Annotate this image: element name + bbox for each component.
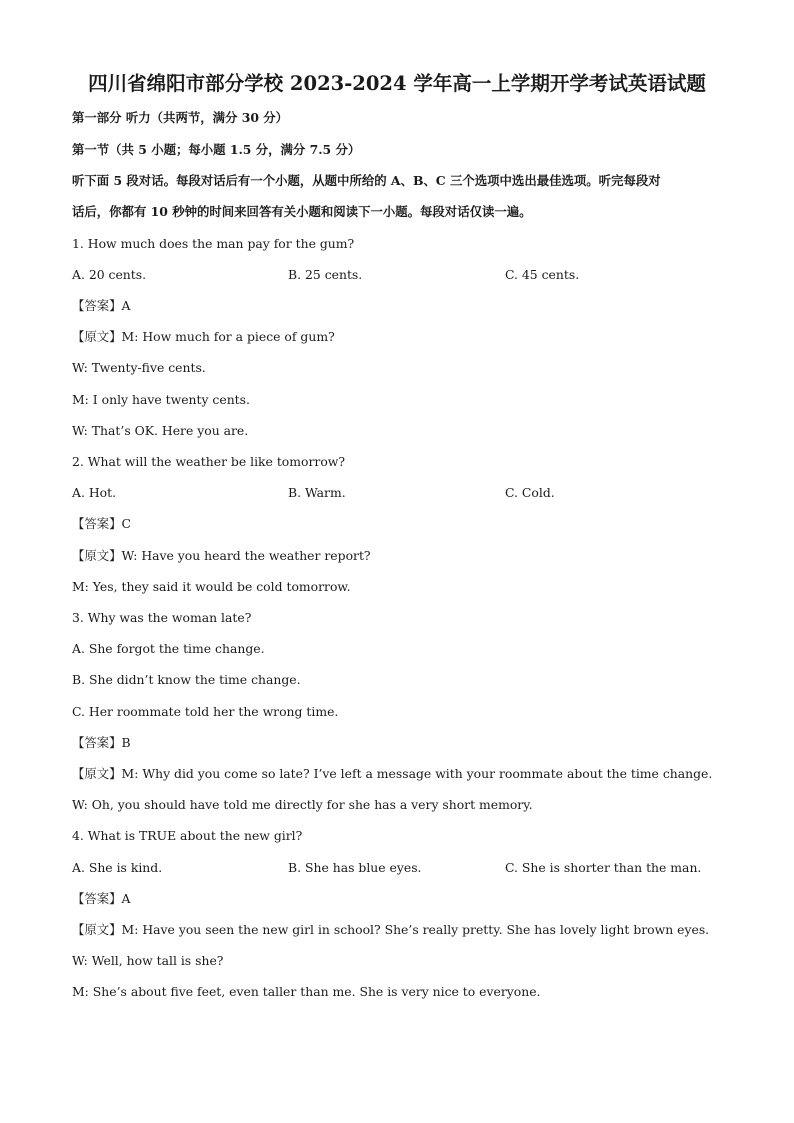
option-c: C. 45 cents. bbox=[505, 267, 580, 282]
option-b: B. Warm. bbox=[288, 485, 346, 500]
transcript-line: 【原文】W: Have you heard the weather report? bbox=[72, 548, 371, 563]
transcript-line: W: Well, how tall is she? bbox=[72, 953, 224, 968]
option-a: A. Hot. bbox=[72, 485, 117, 500]
transcript-line: W: Twenty-five cents. bbox=[72, 360, 206, 375]
section1-heading: 第一节（共 5 小题；每小题 1.5 分，满分 7.5 分） bbox=[72, 142, 361, 157]
option-b: B. 25 cents. bbox=[288, 267, 363, 282]
option-b: B. She didn’t know the time change. bbox=[72, 672, 301, 687]
document-title: 四川省绵阳市部分学校 2023-2024 学年高一上学期开学考试英语试题 bbox=[88, 72, 706, 95]
option-c: C. Cold. bbox=[505, 485, 555, 500]
answer-line: 【答案】B bbox=[72, 735, 131, 750]
question-stem: 1. How much does the man pay for the gum? bbox=[72, 236, 355, 251]
instructions-line-1: 听下面 5 段对话。每段对话后有一个小题，从题中所给的 A、B、C 三个选项中选出最佳选项。听完每段对 bbox=[72, 173, 661, 188]
transcript-line: M: She’s about five feet, even taller than me. She is very nice to everyone. bbox=[72, 984, 541, 999]
transcript-line: M: Yes, they said it would be cold tomorrow. bbox=[72, 579, 351, 594]
part1-heading: 第一部分 听力（共两节，满分 30 分） bbox=[72, 110, 289, 125]
option-b: B. She has blue eyes. bbox=[288, 860, 422, 875]
answer-line: 【答案】C bbox=[72, 516, 132, 531]
option-c: C. She is shorter than the man. bbox=[505, 860, 702, 875]
instructions-line-2: 话后，你都有 10 秒钟的时间来回答有关小题和阅读下一小题。每段对话仅读一遍。 bbox=[72, 204, 532, 219]
transcript-line: W: Oh, you should have told me directly for she has a very short memory. bbox=[72, 797, 533, 812]
option-a: A. She is kind. bbox=[72, 860, 163, 875]
question-stem: 4. What is TRUE about the new girl? bbox=[72, 828, 303, 843]
option-c: C. Her roommate told her the wrong time. bbox=[72, 704, 339, 719]
question-stem: 2. What will the weather be like tomorrow? bbox=[72, 454, 346, 469]
option-a: A. She forgot the time change. bbox=[72, 641, 265, 656]
answer-line: 【答案】A bbox=[72, 891, 131, 906]
transcript-line: M: I only have twenty cents. bbox=[72, 392, 250, 407]
answer-line: 【答案】A bbox=[72, 298, 131, 313]
transcript-line: W: That’s OK. Here you are. bbox=[72, 423, 249, 438]
transcript-line: 【原文】M: How much for a piece of gum? bbox=[72, 329, 335, 344]
transcript-line: 【原文】M: Why did you come so late? I’ve left a message with your roommate about the time change. bbox=[72, 766, 713, 781]
question-stem: 3. Why was the woman late? bbox=[72, 610, 252, 625]
option-a: A. 20 cents. bbox=[72, 267, 147, 282]
transcript-line: 【原文】M: Have you seen the new girl in school? She’s really pretty. She has lovely light brown eyes. bbox=[72, 922, 710, 937]
